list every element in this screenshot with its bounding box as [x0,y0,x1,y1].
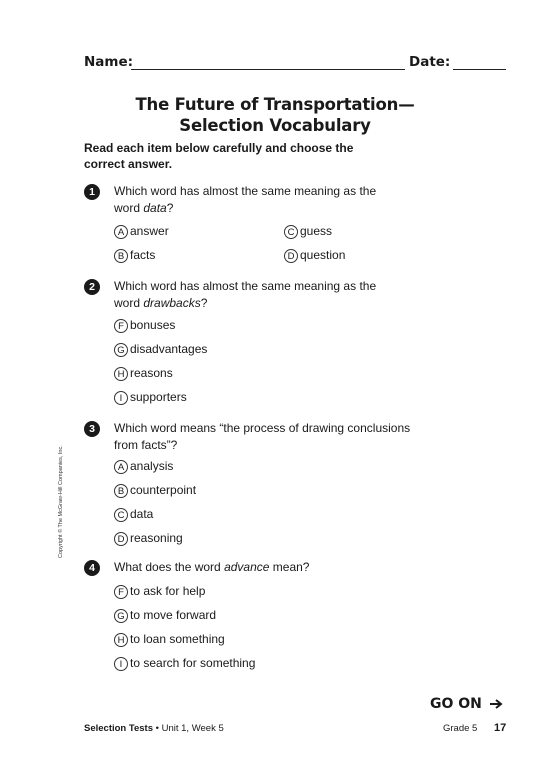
answer-option[interactable]: A answer [114,224,169,239]
footer-section-title: Selection Tests [84,723,153,734]
question-3-text: Which word means “the process of drawing conclusions from facts”? [114,421,411,452]
date-field-line[interactable] [453,69,506,70]
answer-bubble[interactable]: D [284,249,298,263]
answer-bubble[interactable]: A [114,460,128,474]
answer-option[interactable]: C data [114,507,153,522]
instructions-line-2: correct answer. [84,157,173,171]
italic-term: data [143,201,167,215]
go-on-label: GO ON [430,696,503,712]
question-number-badge: 4 [84,560,100,576]
answer-bubble[interactable]: D [114,532,128,546]
answer-option[interactable]: A analysis [114,459,173,474]
answer-bubble[interactable]: A [114,225,128,239]
answer-option[interactable]: D question [284,248,345,263]
question-2-text: Which word has almost the same meaning as the word drawbacks? [114,279,377,310]
arrow-right-icon [489,699,503,709]
answer-bubble[interactable]: I [114,391,128,405]
copyright-notice: Copyright © The McGraw-Hill Companies, Inc. [58,445,64,558]
footer-unit: Unit 1, Week 5 [161,723,224,734]
question-number-badge: 2 [84,279,100,295]
answer-option[interactable]: I supporters [114,390,187,405]
italic-term: advance [224,560,270,574]
answer-option[interactable]: F bonuses [114,318,175,333]
italic-term: drawbacks [143,296,201,310]
answer-bubble[interactable]: B [114,484,128,498]
answer-bubble[interactable]: C [114,508,128,522]
answer-bubble[interactable]: G [114,609,128,623]
question-4-text: What does the word advance mean? [114,560,310,574]
name-label: Name: [84,54,134,70]
name-field-line[interactable] [131,69,405,70]
instructions-line-1: Read each item below carefully and choose the [84,141,354,155]
question-number-badge: 3 [84,421,100,437]
date-label: Date: [409,54,451,70]
answer-option[interactable]: C guess [284,224,332,239]
answer-bubble[interactable]: C [284,225,298,239]
footer-section: Selection Tests • Unit 1, Week 5 [84,723,224,734]
question-1-text: Which word has almost the same meaning as the word data? [114,184,377,215]
answer-option[interactable]: D reasoning [114,531,183,546]
answer-option[interactable]: H reasons [114,366,173,381]
answer-option[interactable]: I to search for something [114,656,255,671]
page-subtitle: Selection Vocabulary [179,116,371,135]
answer-bubble[interactable]: H [114,633,128,647]
answer-option[interactable]: B counterpoint [114,483,196,498]
answer-option[interactable]: G to move forward [114,608,216,623]
answer-option[interactable]: H to loan something [114,632,225,647]
question-number-badge: 1 [84,184,100,200]
footer-grade: Grade 5 [443,723,478,734]
answer-bubble[interactable]: B [114,249,128,263]
answer-option[interactable]: F to ask for help [114,584,205,599]
answer-bubble[interactable]: H [114,367,128,381]
page-title: The Future of Transportation— [135,95,415,114]
answer-option[interactable]: B facts [114,248,155,263]
page-number: 17 [494,722,507,734]
answer-bubble[interactable]: I [114,657,128,671]
answer-option[interactable]: G disadvantages [114,342,207,357]
answer-bubble[interactable]: G [114,343,128,357]
answer-bubble[interactable]: F [114,585,128,599]
answer-bubble[interactable]: F [114,319,128,333]
